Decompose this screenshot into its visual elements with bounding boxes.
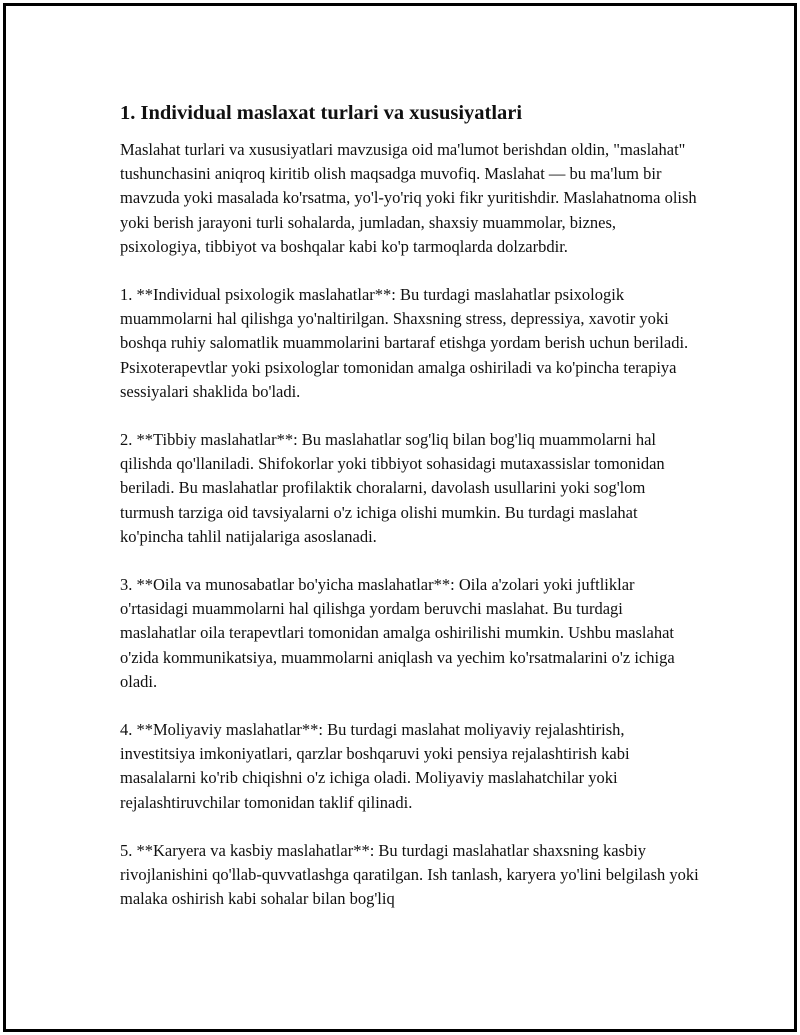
paragraph-medical: 2. **Tibbiy maslahatlar**: Bu maslahatlar sog'liq bilan bog'liq muammolarni hal qilishda qo'llaniladi. Shifokorlar yoki tibbiyot sohasidagi mutaxassislar tomonidan beriladi. Bu maslahatlar profilaktik choralarni, davolash usullarini yoki sog'lom turmush tarziga oid tavsiyalarni o'z ichiga olishi mumkin. Bu turdagi maslahat ko'pincha tahlil natijalariga asoslanadi. — [120, 430, 665, 546]
paragraph-psychological: 1. **Individual psixologik maslahatlar**: Bu turdagi maslahatlar psixologik muammolarni hal qilishga yo'naltirilgan. Shaxsning stress, depressiya, xavotir yoki boshqa ruhiy salomatlik muammolarini bartaraf etishga yordam berish uchun beriladi. Psixoterapevtlar yoki psixologlar tomonidan amalga oshiriladi va ko'pincha terapiya sessiyalari shaklida bo'ladi. — [120, 285, 689, 401]
page-frame — [3, 3, 797, 1032]
document-body — [120, 98, 700, 935]
intro-paragraph: Maslahat turlari va xususiyatlari mavzusiga oid ma'lumot berishdan oldin, "maslahat" tushunchasini aniqroq kiritib olish maqsadga muvofiq. Maslahat — bu ma'lum bir mavzuda yoki masalada ko'rsatma, yo'l-yo'riq yoki fikr yuritishdir. Maslahatnoma olish yoki berish jarayoni turli sohalarda, jumladan, shaxsiy muammolar, biznes, psixologiya, tibbiyot va boshqalar kabi ko'p tarmoqlarda dolzarbdir. — [120, 140, 697, 256]
paragraph-family: 3. **Oila va munosabatlar bo'yicha maslahatlar**: Oila a'zolari yoki juftliklar o'rtasidagi muammolarni hal qilishga yordam beruvchi maslahat. Bu turdagi maslahatlar oila terapevtlari tomonidan amalga oshirilishi mumkin. Ushbu maslahat o'zida kommunikatsiya, muammolarni aniqlash va yechim ko'rsatmalarini o'z ichiga oladi. — [120, 575, 675, 691]
paragraph-career: 5. **Karyera va kasbiy maslahatlar**: Bu turdagi maslahatlar shaxsning kasbiy rivojlanishini qo'llab-quvvatlashga qaratilgan. Ish tanlash, karyera yo'lini belgilash yoki malaka oshirish kabi sohalar bilan bog'liq — [120, 840, 699, 909]
paragraph-financial: 4. **Moliyaviy maslahatlar**: Bu turdagi maslahat moliyaviy rejalashtirish, investitsiya imkoniyatlari, qarzlar boshqaruvi yoki pensiya rejalashtirish kabi masalalarni ko'rib chiqishni o'z ichiga oladi. Moliyaviy maslahatchilar yoki rejalashtiruvchilar tomonidan taklif qilinadi. — [120, 720, 630, 812]
section-heading: 1. Individual maslaxat turlari va xususiyatlari — [120, 102, 523, 124]
